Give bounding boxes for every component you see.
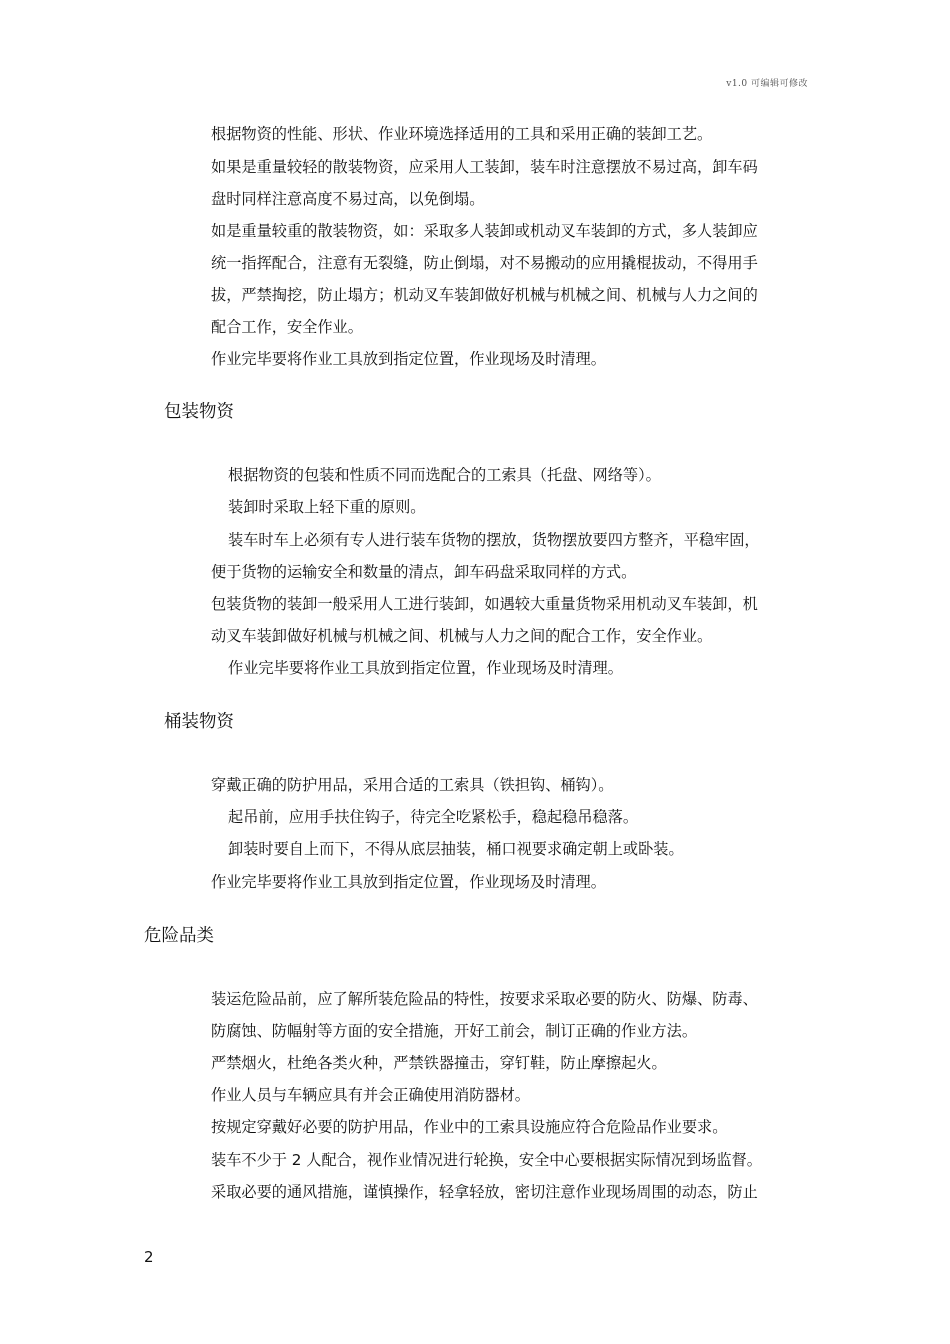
- text-line: 装运危险品前，应了解所装危险品的特性，按要求采取必要的防火、防爆、防毒、: [211, 990, 758, 1008]
- text-line: 卸装时要自上而下，不得从底层抽装，桶口视要求确定朝上或卧装。: [228, 840, 684, 858]
- text-line: 起吊前，应用手扶住钩子，待完全吃紧松手，稳起稳吊稳落。: [228, 808, 639, 826]
- section-heading-packaged: 包装物资: [164, 402, 234, 422]
- section-heading-hazardous: 危险品类: [144, 926, 214, 946]
- text-line: 作业人员与车辆应具有并会正确使用消防器材。: [211, 1086, 530, 1104]
- text-line: 拔，严禁掏挖，防止塌方；机动叉车装卸做好机械与机械之间、机械与人力之间的: [211, 286, 758, 304]
- section-heading-barreled: 桶装物资: [164, 712, 234, 732]
- text-line: 防腐蚀、防幅射等方面的安全措施，开好工前会，制订正确的作业方法。: [211, 1022, 697, 1040]
- text-line: 盘时同样注意高度不易过高，以免倒塌。: [211, 190, 485, 208]
- text-line: 统一指挥配合，注意有无裂缝，防止倒塌，对不易搬动的应用撬棍拔动，不得用手: [211, 254, 758, 272]
- text-line: 作业完毕要将作业工具放到指定位置，作业现场及时清理。: [228, 659, 623, 677]
- page-number: 2: [144, 1248, 154, 1266]
- text-line: 包装货物的装卸一般采用人工进行装卸，如遇较大重量货物采用机动叉车装卸，机: [211, 595, 758, 613]
- text-line: 装车时车上必须有专人进行装车货物的摆放，货物摆放要四方整齐，平稳牢固，: [228, 531, 760, 549]
- text-line: 装车不少于 2 人配合，视作业情况进行轮换，安全中心要根据实际情况到场监督。: [211, 1151, 762, 1169]
- text-line: 根据物资的性能、形状、作业环境选择适用的工具和采用正确的装卸工艺。: [211, 125, 713, 143]
- text-line: 配合工作，安全作业。: [211, 318, 363, 336]
- text-line: 作业完毕要将作业工具放到指定位置，作业现场及时清理。: [211, 873, 606, 891]
- text-line: 便于货物的运输安全和数量的清点，卸车码盘采取同样的方式。: [211, 563, 637, 581]
- text-line: 如果是重量较轻的散装物资，应采用人工装卸，装车时注意摆放不易过高，卸车码: [211, 158, 758, 176]
- text-line: 穿戴正确的防护用品，采用合适的工索具（铁担钩、桶钩）。: [211, 776, 614, 794]
- text-line: 按规定穿戴好必要的防护用品，作业中的工索具设施应符合危险品作业要求。: [211, 1118, 728, 1136]
- text-line: 作业完毕要将作业工具放到指定位置，作业现场及时清理。: [211, 350, 606, 368]
- text-line: 采取必要的通风措施，谨慎操作，轻拿轻放，密切注意作业现场周围的动态，防止: [211, 1183, 758, 1201]
- text-line: 动叉车装卸做好机械与机械之间、机械与人力之间的配合工作，安全作业。: [211, 627, 713, 645]
- version-label: v1.0 可编辑可修改: [726, 79, 808, 89]
- text-line: 根据物资的包装和性质不同而选配合的工索具（托盘、网络等）。: [228, 466, 661, 484]
- text-line: 装卸时采取上轻下重的原则。: [228, 498, 426, 516]
- text-line: 严禁烟火，杜绝各类火种，严禁铁器撞击，穿钉鞋，防止摩擦起火。: [211, 1054, 667, 1072]
- text-line: 如是重量较重的散装物资，如：采取多人装卸或机动叉车装卸的方式，多人装卸应: [211, 222, 758, 240]
